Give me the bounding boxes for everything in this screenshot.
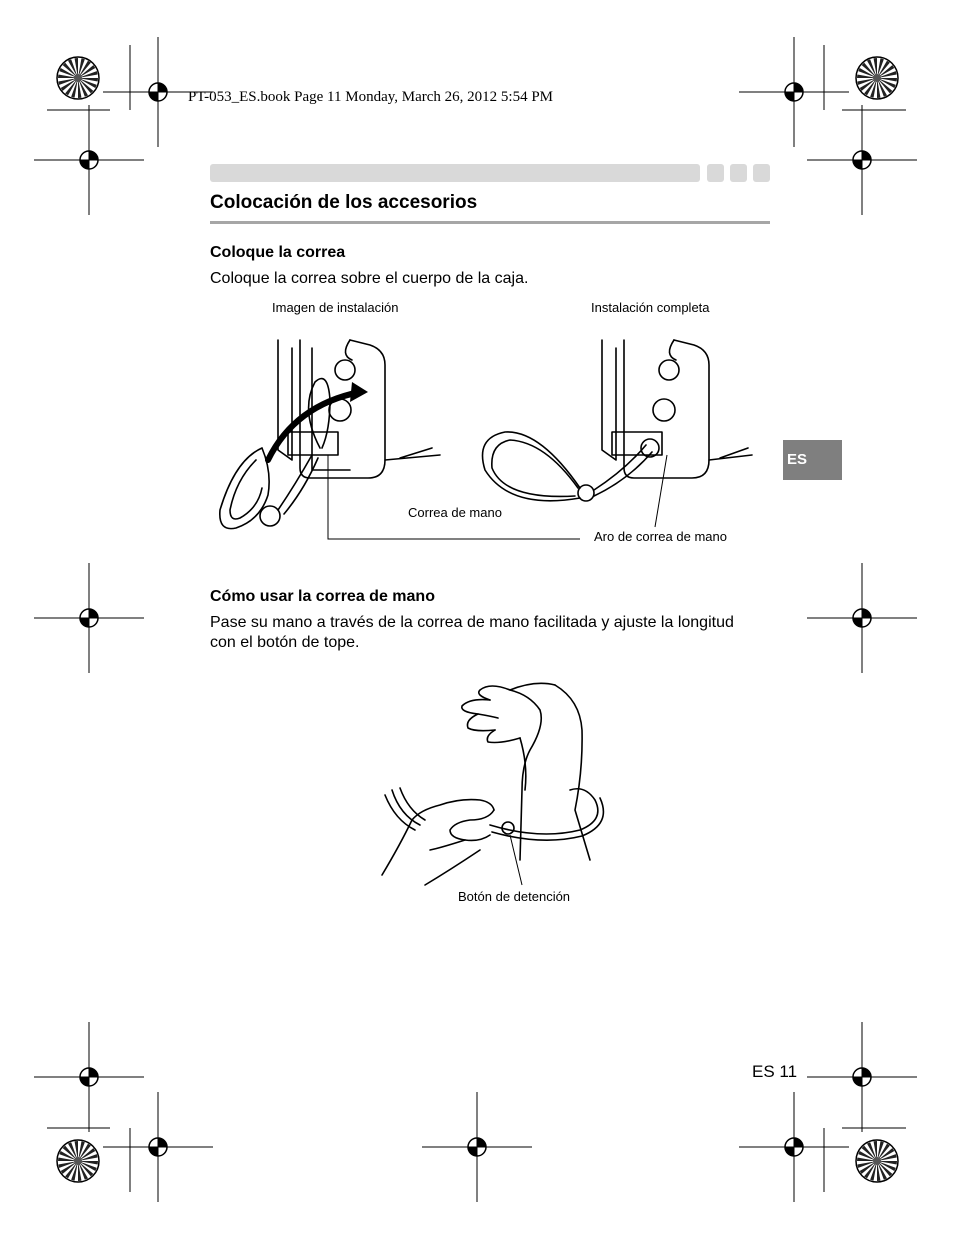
- housing-right-illustration: [602, 340, 752, 478]
- header-square: [730, 164, 747, 182]
- instruction-hand-strap-line2: con el botón de tope.: [210, 634, 360, 651]
- hand-strap-illustration: [370, 670, 610, 890]
- header-square: [753, 164, 770, 182]
- callout-strap-ring: Aro de correa de mano: [594, 529, 727, 544]
- callout-hand-strap: Correa de mano: [408, 505, 502, 520]
- header-square: [707, 164, 724, 182]
- title-rule: [210, 221, 770, 224]
- instruction-hand-strap-line1: Pase su mano a través de la correa de mano facilitada y ajuste la longitud: [210, 614, 734, 631]
- section-title: Colocación de los accesorios: [210, 192, 478, 213]
- figure-label-complete: Instalación completa: [591, 300, 710, 315]
- page-number: ES 11: [752, 1062, 798, 1081]
- section-header-bar: [210, 164, 700, 182]
- figure-label-installation: Imagen de instalación: [272, 300, 399, 315]
- subheading-strap: Coloque la correa: [210, 244, 346, 261]
- callout-stop-button: Botón de detención: [458, 889, 571, 904]
- language-tab: ES: [783, 440, 842, 480]
- instruction-strap: Coloque la correa sobre el cuerpo de la caja.: [210, 270, 529, 287]
- print-header: PT-053_ES.book Page 11 Monday, March 26, 2012 5:54 PM: [188, 89, 553, 105]
- subheading-hand-strap: Cómo usar la correa de mano: [210, 588, 435, 605]
- housing-left-illustration: [278, 340, 440, 478]
